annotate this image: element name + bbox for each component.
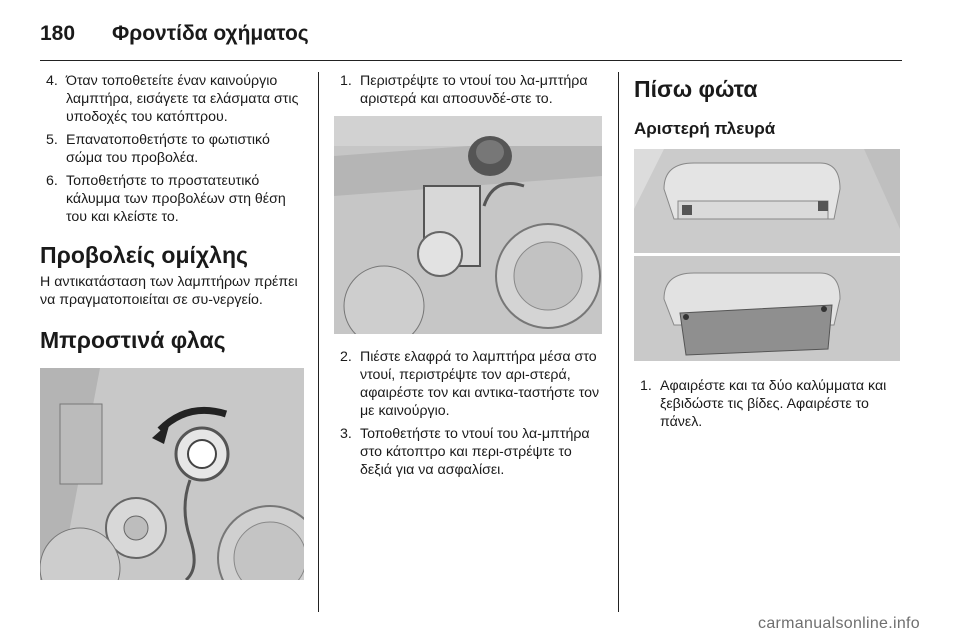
steps-list [334, 72, 606, 108]
page-title: Φροντίδα οχήματος [112, 22, 309, 45]
column-middle [334, 72, 606, 484]
steps-list [40, 72, 308, 226]
fog-lights-title: Προβολείς ομίχλης [40, 242, 248, 268]
page-number: 180 [40, 22, 76, 45]
column-right [634, 72, 904, 436]
bulb-holder-image [334, 116, 602, 334]
rear-panel-image [634, 149, 900, 361]
list-item: 3. Τοποθετήστε το ντουί του λα-μπτήρα στο κάτοπτρο και περι-στρέψτε το δεξιά για να ασφαλίσει. [340, 426, 590, 478]
steps-list [334, 348, 606, 479]
turn-signal-bulb-image [40, 368, 304, 580]
column-left [40, 72, 308, 580]
list-item: 4. Όταν τοποθετείτε έναν καινούργιο λαμπτήρα, εισάγετε τα ελάσματα στις υποδοχές του κατόπτρου. [46, 73, 299, 125]
list-item: 1. Περιστρέψτε το ντουί του λα-μπτήρα αριστερά και αποσυνδέ-στε το. [340, 73, 588, 107]
list-item: 2. Πιέστε ελαφρά το λαμπτήρα μέσα στο ντουί, περιστρέψτε τον αρι-στερά, αφαιρέστε τον και αντικα-ταστήστε τον με καινούργιο. [340, 349, 600, 419]
left-side-subtitle: Αριστερή πλευρά [634, 119, 776, 138]
turn-signals-title: Μπροστινά φλας [40, 327, 226, 353]
list-item: 1. Αφαιρέστε και τα δύο καλύμματα και ξεβιδώστε τις βίδες. Αφαιρέστε το πάνελ. [640, 378, 887, 430]
fog-lights-text: Η αντικατάσταση των λαμπτήρων πρέπει να πραγματοποιείται σε συ-νεργείο. [40, 274, 298, 308]
rear-lights-title: Πίσω φώτα [634, 76, 758, 102]
watermark: carmanualsonline.info [758, 615, 920, 632]
header-rule [40, 60, 902, 61]
column-divider [618, 72, 619, 612]
column-divider [318, 72, 319, 612]
list-item: 5. Επανατοποθετήστε το φωτιστικό σώμα του προβολέα. [46, 132, 270, 166]
steps-list [634, 377, 904, 431]
list-item: 6. Τοποθετήστε το προστατευτικό κάλυμμα των προβολέων στη θέση του και κλείστε το. [46, 173, 286, 225]
